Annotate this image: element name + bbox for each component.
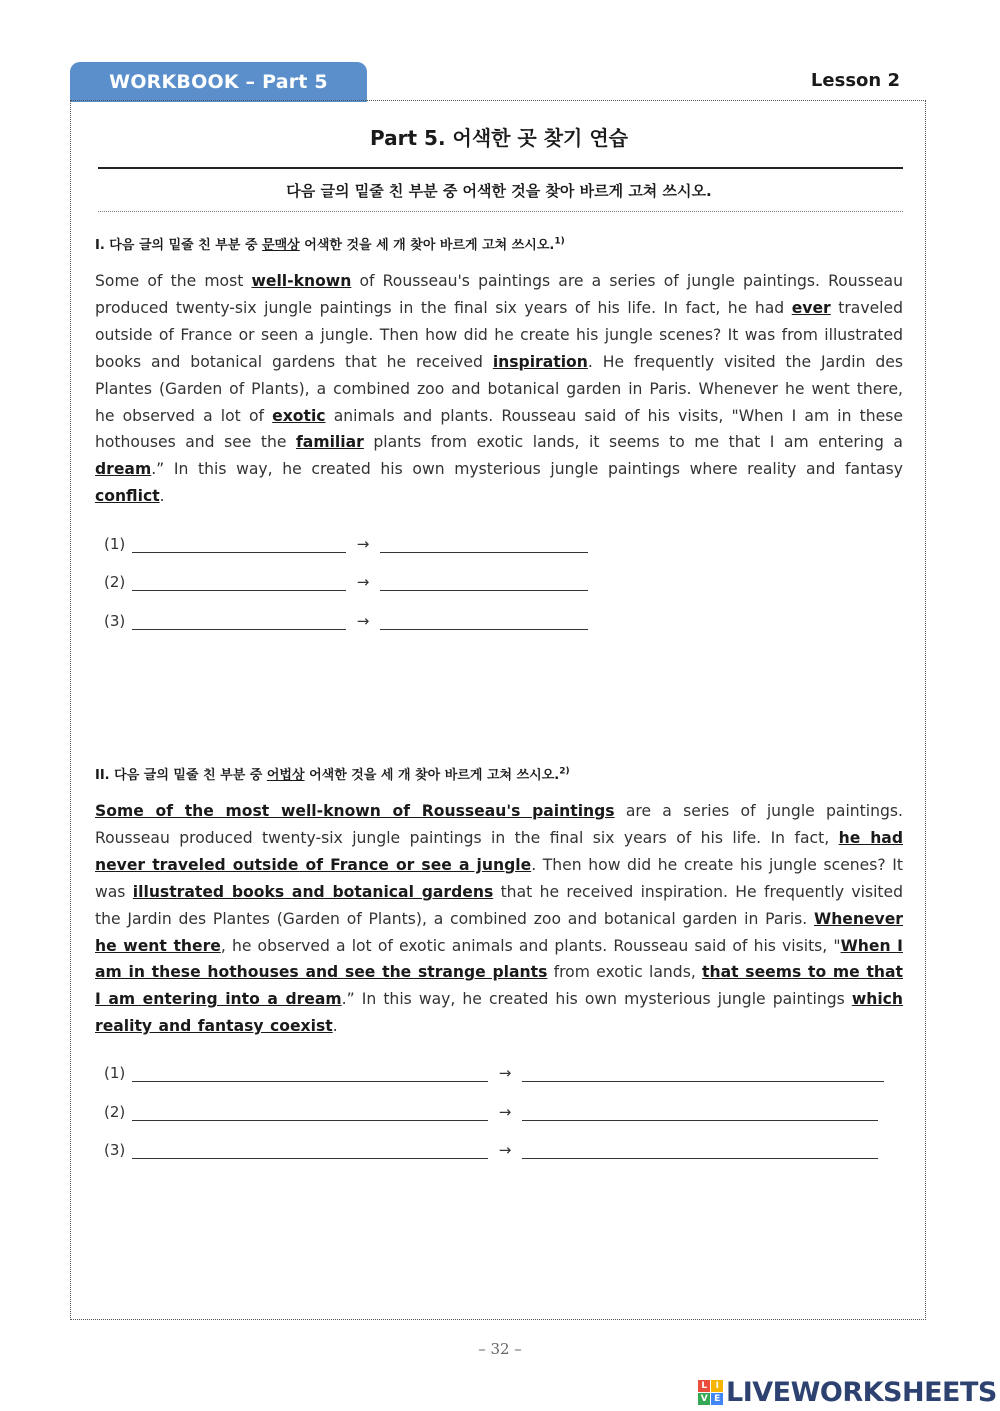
answer-blank-wrong[interactable] xyxy=(132,1142,488,1159)
answer-blank-correct[interactable] xyxy=(522,1065,884,1082)
answer-number: (1) xyxy=(104,535,126,553)
section1-underlined-phrase: familiar xyxy=(296,433,364,452)
section1-text: .” In this way, he created his own mysterious jungle paintings where reality and fantasy xyxy=(151,460,903,479)
title-divider xyxy=(98,167,903,169)
section2-passage xyxy=(95,798,903,1040)
section2-text: that he received inspiration. He frequently visited the Jardin des Plantes (Garden of Plants), a combined zoo and botanical garden in Paris. xyxy=(95,882,904,928)
section1-answer-row[interactable] xyxy=(104,535,588,553)
section2-answer-row[interactable] xyxy=(104,1064,884,1082)
section1-heading-post: 어색한 것을 세 개 찾아 바르게 고쳐 쓰시오. xyxy=(299,238,555,253)
logo-tile: I xyxy=(711,1380,723,1392)
section1-text: . He frequently visited the Jardin des Plantes (Garden of Plants), a combined zoo and botanical garden in Paris. Whenever he went there, he observed a lot of xyxy=(95,352,903,425)
section2-underlined-phrase: illustrated books and botanical gardens xyxy=(132,882,494,901)
section1-text: . xyxy=(159,487,165,506)
logo-tile: L xyxy=(698,1380,710,1392)
section1-underlined-phrase: well-known xyxy=(251,272,352,290)
instruction-divider xyxy=(98,211,903,212)
arrow-icon: → xyxy=(356,612,370,630)
arrow-icon: → xyxy=(498,1141,512,1159)
answer-blank-wrong[interactable] xyxy=(132,1104,488,1121)
arrow-icon: → xyxy=(356,535,370,553)
section2-answer-row[interactable] xyxy=(104,1103,878,1121)
answer-blank-wrong[interactable] xyxy=(132,1065,488,1082)
answer-blank-correct[interactable] xyxy=(380,574,588,591)
section1-text: traveled outside of France or seen a jungle. Then how did he create his jungle scenes? It was from illustrated books and botanical gardens that he received xyxy=(95,298,903,371)
section1-answer-row[interactable] xyxy=(104,573,588,591)
section2-heading-post: 어색한 것을 세 개 찾아 바르게 고쳐 쓰시오. xyxy=(304,768,560,783)
page-number: – 32 – xyxy=(478,1340,522,1358)
section2-underlined-phrase: Some of the most well-known of Rousseau's paintings xyxy=(95,802,615,820)
workbook-tab: WORKBOOK – Part 5 xyxy=(70,62,367,102)
answer-blank-correct[interactable] xyxy=(380,536,588,553)
section2-text: from exotic lands, xyxy=(547,963,703,982)
section2-heading-pre: II. 다음 글의 밑줄 친 부분 중 xyxy=(95,768,267,783)
logo-tile: E xyxy=(711,1393,723,1405)
page-title: Part 5. 어색한 곳 찾기 연습 xyxy=(370,126,628,150)
answer-blank-correct[interactable] xyxy=(380,613,588,630)
section1-text: plants from exotic lands, it seems to me that I am entering a xyxy=(363,433,903,452)
section1-underlined-phrase: exotic xyxy=(272,406,326,425)
lesson-label: Lesson 2 xyxy=(810,70,900,91)
live-logo-icon xyxy=(698,1380,723,1405)
section1-footnote: 1) xyxy=(554,236,565,247)
section2-heading xyxy=(95,764,903,783)
liveworksheets-logo[interactable] xyxy=(698,1377,997,1408)
answer-number: (3) xyxy=(104,612,126,630)
section2-text: , he observed a lot of exotic animals and plants. Rousseau said of his visits, " xyxy=(220,936,841,955)
section1-heading xyxy=(95,234,903,253)
arrow-icon: → xyxy=(498,1103,512,1121)
section2-underlined-phrase: which reality and fantasy coexist xyxy=(95,990,904,1036)
section2-underlined-phrase: When I am in these hothouses and see the strange plants xyxy=(95,936,903,982)
section2-text: .” In this way, he created his own mysterious jungle paintings xyxy=(341,990,852,1009)
section1-underlined-phrase: conflict xyxy=(95,487,160,506)
section1-text: Some of the most xyxy=(95,272,252,290)
answer-blank-wrong[interactable] xyxy=(132,613,346,630)
section1-underlined-phrase: ever xyxy=(791,298,831,317)
answer-number: (3) xyxy=(104,1141,126,1159)
answer-number: (1) xyxy=(104,1064,126,1082)
section1-heading-key: 문맥상 xyxy=(262,238,300,253)
section2-footnote: 2) xyxy=(559,766,570,777)
section1-heading-pre: I. 다음 글의 밑줄 친 부분 중 xyxy=(95,238,263,253)
answer-blank-wrong[interactable] xyxy=(132,536,346,553)
section1-passage xyxy=(95,268,903,510)
answer-blank-correct[interactable] xyxy=(522,1142,878,1159)
logo-tile: V xyxy=(698,1393,710,1405)
answer-blank-correct[interactable] xyxy=(522,1104,878,1121)
section2-text: are a series of jungle paintings. Rousseau produced twenty-six jungle paintings in the final six years of his life. In fact, xyxy=(95,802,903,847)
section1-underlined-phrase: dream xyxy=(95,460,152,479)
section2-underlined-phrase: that seems to me that I am entering into a dream xyxy=(95,963,903,1009)
answer-blank-wrong[interactable] xyxy=(132,574,346,591)
section2-text: . Then how did he create his jungle scenes? It was xyxy=(95,855,903,901)
answer-number: (2) xyxy=(104,573,126,591)
section2-underlined-phrase: Whenever he went there xyxy=(95,909,903,955)
section1-answer-row[interactable] xyxy=(104,612,588,630)
arrow-icon: → xyxy=(498,1064,512,1082)
section1-underlined-phrase: inspiration xyxy=(492,352,588,371)
arrow-icon: → xyxy=(356,573,370,591)
section2-answer-row[interactable] xyxy=(104,1141,878,1159)
instruction: 다음 글의 밑줄 친 부분 중 어색한 것을 찾아 바르게 고쳐 쓰시오. xyxy=(286,182,712,200)
section2-underlined-phrase: he had never traveled outside of France or see a jungle xyxy=(95,828,903,874)
section2-text: . xyxy=(332,1017,338,1036)
answer-number: (2) xyxy=(104,1103,126,1121)
section1-text: animals and plants. Rousseau said of his visits, "When I am in these hothouses and see the xyxy=(95,406,903,452)
section2-heading-key: 어법상 xyxy=(266,768,305,783)
section1-text: of Rousseau's paintings are a series of jungle paintings. Rousseau produced twenty-six jungle paintings in the final six years of his life. In fact, he had xyxy=(95,272,903,317)
logo-text: LIVEWORKSHEETS xyxy=(726,1377,997,1408)
